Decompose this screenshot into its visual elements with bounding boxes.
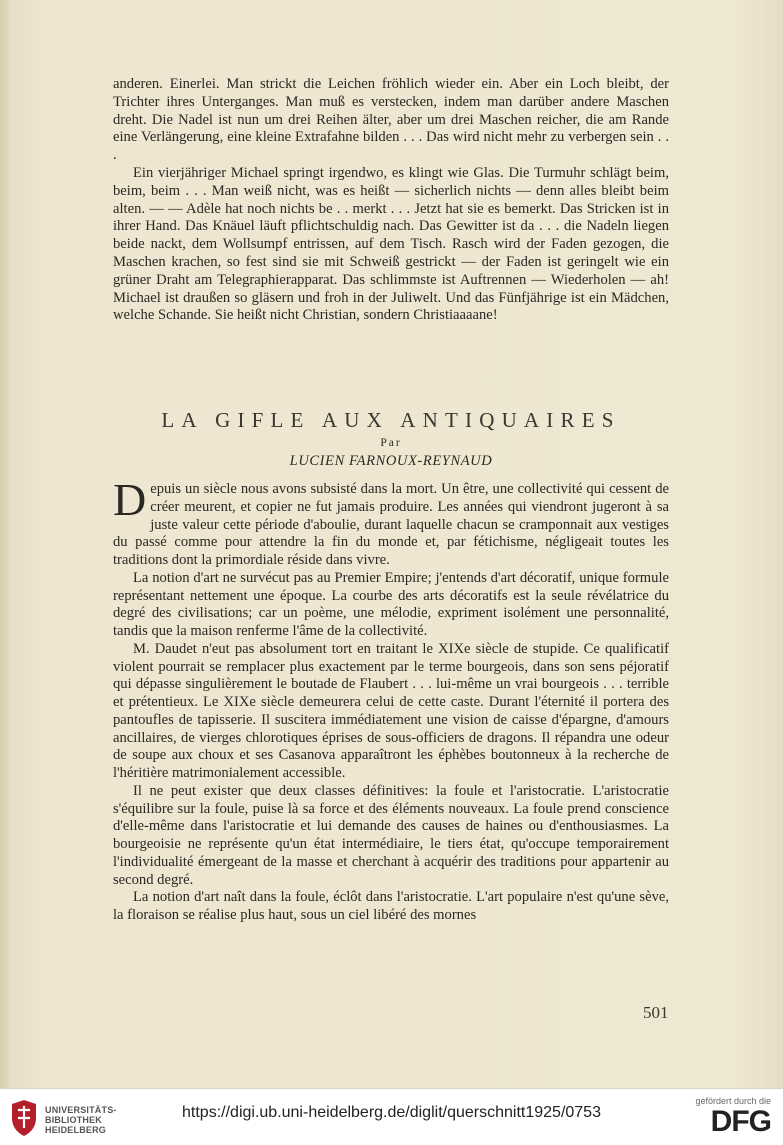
lead-paragraph xyxy=(113,474,669,570)
article-body xyxy=(113,474,669,925)
lead-paragraph-text: epuis un siècle nous avons subsisté dans la mort. Un être, une collectivité qui cessent de créer meurent, et copier ne fut jamais produire. Les années qui viendront jugeront à sa juste valeur cette période d'aboulie, durant laquelle chacun se cramponnait aux vestiges du passé comme pour attendre la fin du monde et, par fétichisme, négligeait toutes les traditions dont la primordiale réside dans vivre. xyxy=(113,481,669,568)
paragraph: anderen. Einerlei. Man strickt die Leichen fröhlich wieder ein. Aber ein Loch bleibt, der Trichter ihres Unterganges. Man muß es verstecken, indem man darüber andere Maschen dreht. Die Nadel ist nun um drei Reihen älter, aber um drei Maschen reicher, die am Rande eine Verlängerung, eine kleine Extrafahne bilden . . . Das wird nicht mehr zu verbergen sein . . . xyxy=(113,76,669,164)
viewer-footer xyxy=(0,1088,783,1145)
paragraph: La notion d'art ne survécut pas au Premier Empire; j'entends d'art décoratif, unique formule représentant nettement une époque. La courbe des arts décoratifs est la seule révélatrice du degré des civilisations; car un poème, une mélodie, expriment isolément une personnalité, tandis que la maison renferme l'âme de la collectivité. xyxy=(113,569,669,639)
paragraph: M. Daudet n'eut pas absolument tort en traitant le XIXe siècle de stupide. Ce qualificatif violent pourrait se remplacer plus exactement par le terme bourgeois, dans son sens péjoratif qui dépasse singulièrement le boutade de Flaubert . . . lui-même un vrai bourgeois . . . terrible et prétentieux. Le XIXe siècle demeurera celui de cette caste. Durant l'éternité il portera des pantoufles de tapisserie. Il suscitera immédiatement une vision de caisse d'épargne, d'amours ancillaires, de vierges chlorotiques éprises de sous-officiers de dragons. Il répandra une odeur de soupe aux choux et ses Casanova apparaîtront les éphèbes boutonneux à la recherche de l'héritière matrimonialement accessible. xyxy=(113,640,669,781)
document-url[interactable]: https://digi.ub.uni-heidelberg.de/diglit/querschnitt1925/0753 xyxy=(182,1104,601,1121)
paragraph: Ein vierjähriger Michael springt irgendwo, es klingt wie Glas. Die Turmuhr schlägt beim, beim, beim . . . Man weiß nicht, was es heißt — sicherlich nichts — denn alles bleibt beim alten. — — Adèle hat noch nichts be . . merkt . . . Jetzt hat sie es bemerkt. Das Stricken ist in ihrer Hand. Das Knäuel läuft pflichtschuldig nach. Das Gewitter ist da . . . die Nadeln liegen beide nackt, dem Wollsumpf entrissen, auf dem Tisch. Rasch wird der Faden gezogen, die Maschen krachen, so fest sind sie mit Schweiß gestrickt — der Faden ist geringelt wie ein grüner Draht am Telegraphierapparat. Das schlimmste ist Auftrennen — Wiederholen — ah! Michael ist draußen so gläsern und froh in der Juliwelt. Und das Fünfjährige ist ein Mädchen, welche Schande. Sie heißt nicht Christian, sondern Christiaaaane! xyxy=(113,164,669,324)
funding-caption: gefördert durch die xyxy=(695,1096,771,1106)
paragraph: La notion d'art naît dans la foule, éclôt dans l'aristocratie. L'art populaire n'est qu'une sève, la floraison se réalise plus haut, sous un ciel libéré des mornes xyxy=(113,889,669,923)
dfg-logo[interactable]: DFG xyxy=(710,1105,771,1138)
page-number: 501 xyxy=(643,1003,669,1022)
library-name-line: BIBLIOTHEK xyxy=(45,1115,102,1125)
article-title: LA GIFLE AUX ANTIQUAIRES xyxy=(161,408,621,432)
paragraph: Il ne peut exister que deux classes définitives: la foule et l'aristocratie. L'aristocratie s'équilibre sur la foule, puise là sa force et des éléments nouveaux. La foule prend conscience d'elle-même dans l'aristocratie et lui demande des causes de haines ou d'enthousiasmes. La bourgeoisie ne représente qu'un état intermédiaire, le tiers état, qu'occupe temporairement l'individualité émergeant de la masse et cherchant à acquérir des traditions pour appartenir au second degré. xyxy=(113,782,669,888)
article-author: LUCIEN FARNOUX-REYNAUD xyxy=(289,453,493,469)
library-name-line: UNIVERSITÄTS- xyxy=(45,1105,117,1115)
library-name-line: HEIDELBERG xyxy=(45,1125,107,1135)
continued-story-text xyxy=(113,76,669,325)
by-line: Par xyxy=(380,437,402,449)
page-edge-shadow xyxy=(0,0,12,1088)
drop-cap: D xyxy=(113,474,147,525)
